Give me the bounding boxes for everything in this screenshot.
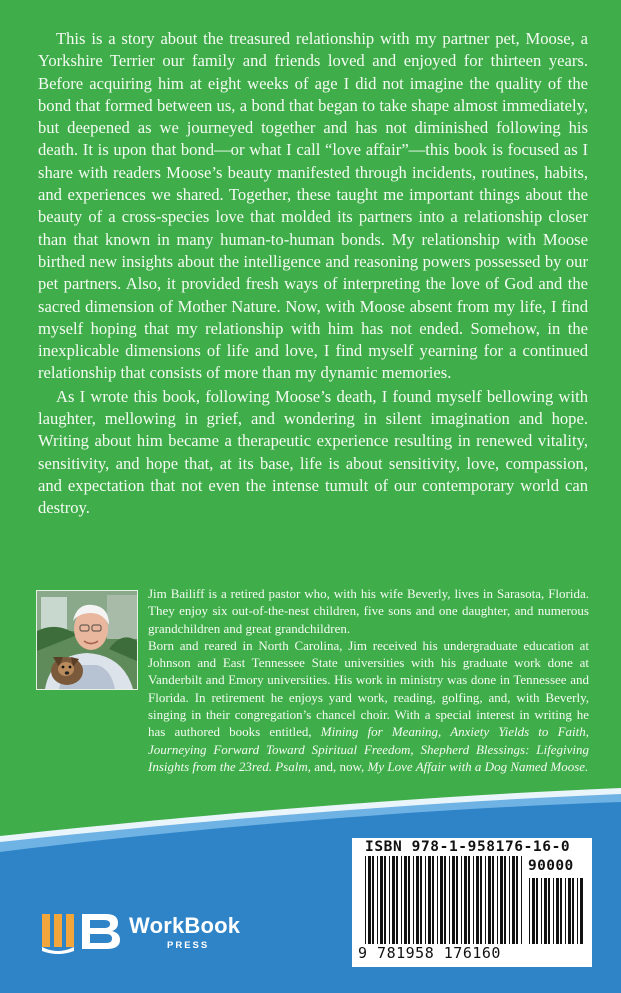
barcode-bar	[473, 856, 474, 944]
barcode-bar	[497, 856, 498, 944]
barcode-bar	[492, 856, 494, 944]
barcode-bar	[392, 856, 395, 944]
book-description	[38, 28, 588, 520]
author-photo	[36, 590, 138, 690]
barcode-bar	[485, 856, 486, 944]
barcode-bar	[512, 856, 515, 944]
isbn-number: ISBN 978-1-958176-16-0	[365, 839, 571, 855]
bio-text: Born and reared in North Carolina, Jim received his undergraduate education at Johnson and East Tennessee State universities with his graduate work done at Vanderbilt and Emory universities. His work in ministry was done in Tennessee and Florida. In retirement he enjoys yard work, reading, golfing, and, with Beverly, singing in their congregation’s chancel choir. With a special interest in writing he has authored books entitled,	[148, 637, 589, 740]
barcode-bar	[480, 856, 482, 944]
barcode-bar	[580, 878, 583, 944]
barcode-bar	[504, 856, 506, 944]
bio-book-titles: Mining for Meaning, Anxiety Yields to Faith, Journeying Forward Toward Spiritual Freedom, Shepherd Blessings: Lifegiving Insights from the 23red. Psalm,	[148, 724, 589, 774]
barcode-bar	[560, 878, 562, 944]
barcode-bar	[456, 856, 458, 944]
barcode-bar	[464, 856, 467, 944]
barcode-bar	[548, 878, 550, 944]
barcode-bar	[380, 856, 383, 944]
barcode-bar	[437, 856, 438, 944]
barcode-bar	[368, 856, 371, 944]
author-bio	[148, 585, 589, 775]
barcode-bar	[425, 856, 426, 944]
barcode-bar	[516, 856, 518, 944]
bio-latest-title: My Love Affair with a Dog Named Moose.	[367, 758, 589, 774]
barcode-bar	[556, 878, 559, 944]
bio-paragraph-1: Jim Bailiff is a retired pastor who, with his wife Beverly, lives in Sarasota, Florida. They enjoy six out-of-the-nest children, five sons and one daughter, and numerous grandchildren and great grandchildren.	[148, 586, 589, 636]
barcode-bar	[488, 856, 491, 944]
bio-text: and, now,	[310, 758, 368, 774]
barcode-bar	[536, 878, 538, 944]
barcode	[352, 838, 592, 967]
barcode-bar	[416, 856, 419, 944]
barcode-bar	[413, 856, 414, 944]
barcode-bar	[541, 878, 542, 944]
barcode-bar	[476, 856, 479, 944]
barcode-bar	[461, 856, 462, 944]
barcode-bar	[568, 878, 571, 944]
barcode-bar	[565, 878, 566, 944]
barcode-bar	[377, 856, 378, 944]
barcode-bar	[532, 878, 535, 944]
barcode-bar	[468, 856, 470, 944]
barcode-bar	[372, 856, 374, 944]
barcode-bar	[449, 856, 450, 944]
barcode-bar	[401, 856, 402, 944]
barcode-bar	[396, 856, 398, 944]
description-paragraph: As I wrote this book, following Moose’s death, I found myself bellowing with laughter, mellowing in grief, and wondering in silent imagination and hope. Writing about him became a therapeutic experience resulting in renewed vitality, sensitivity, and hope that, at its base, life is about sensitivity, love, compassion, and expectation that not even the intense tumult of our contemporary world can destroy.	[38, 386, 588, 518]
barcode-bar	[365, 856, 366, 944]
description-paragraph: This is a story about the treasured relationship with my partner pet, Moose, a Yorkshire Terrier our family and friends loved and enjoyed for thirteen years. Before acquiring him at eight weeks of age I did not imagine the quality of the bond that formed between us, a bond that began to take shape almost immediately, but deepened as we journeyed together and has not diminished following his death. It is upon that bond—or what I call “love affair”—this book is focused as I share with readers Moose’s beauty manifested through incidents, routines, habits, and experiences we shared. Together, these taught me important things about the beauty of a cross-species love that molded its partners into a relationship closer than that known in many human-to-human bonds. My relationship with Moose birthed new insights about the intelligence and reasoning powers possessed by our pet partners. Also, it provided fresh ways of interpreting the love of God and the sacred dimension of Mother Nature. Now, with Moose absent from my life, I find myself hoping that my relationship with him has not ended. Somehow, in the inexplicable dimensions of life and love, I find myself yearning for a continued relationship that consists of more than my dynamic memories.	[38, 29, 588, 383]
price-code: 90000	[528, 858, 574, 874]
publisher-name: WorkBook	[129, 913, 241, 938]
book-logo-icon	[40, 911, 124, 955]
barcode-bar	[529, 878, 530, 944]
barcode-bar	[432, 856, 434, 944]
barcode-digits: 9 781958 176160	[358, 944, 501, 962]
barcode-bar	[428, 856, 431, 944]
barcode-bars	[364, 856, 524, 944]
price-barcode-bars	[528, 878, 586, 944]
barcode-bar	[553, 878, 554, 944]
publisher-sub: PRESS	[167, 940, 210, 951]
publisher-logo	[40, 911, 268, 955]
barcode-bar	[572, 878, 574, 944]
barcode-bar	[384, 856, 386, 944]
barcode-bar	[408, 856, 410, 944]
barcode-bar	[544, 878, 547, 944]
barcode-bar	[509, 856, 510, 944]
barcode-bar	[452, 856, 455, 944]
barcode-bar	[440, 856, 443, 944]
barcode-bar	[389, 856, 390, 944]
barcode-bar	[404, 856, 407, 944]
barcode-bar	[577, 878, 578, 944]
barcode-bar	[444, 856, 446, 944]
barcode-bar	[420, 856, 422, 944]
barcode-bar	[500, 856, 503, 944]
bio-paragraph-2	[148, 637, 589, 775]
barcode-bar	[521, 856, 522, 944]
